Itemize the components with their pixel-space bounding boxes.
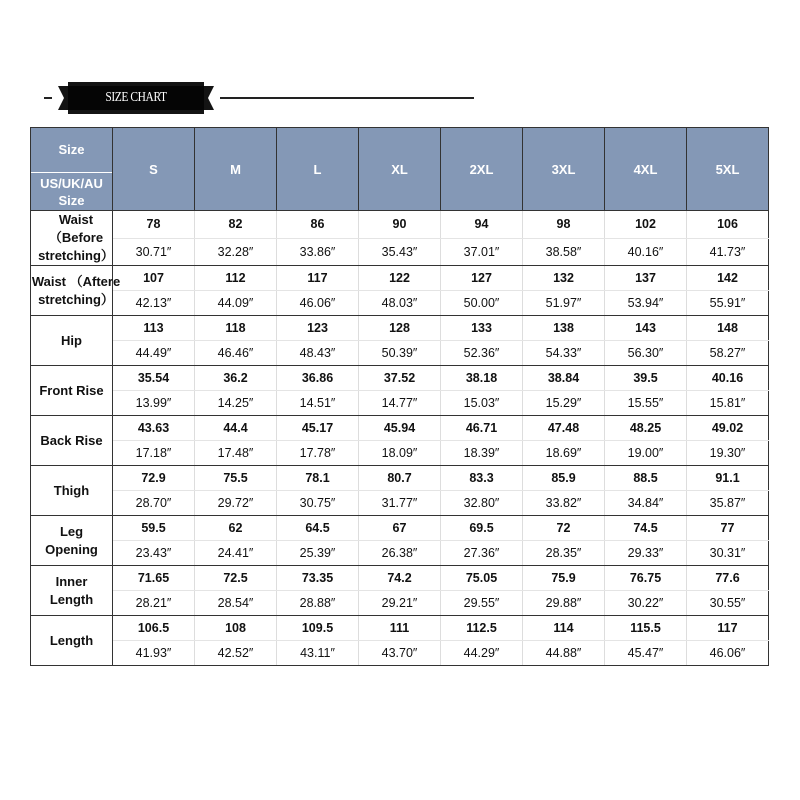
corner-region-label xyxy=(31,173,112,210)
row-label-text: Leg Opening xyxy=(45,523,98,557)
cm-value-cell: 108 xyxy=(195,616,277,641)
measurement-row-inner-length-inch xyxy=(31,591,769,616)
cm-value-cell: 111 xyxy=(359,616,441,641)
cm-value-cell: 47.48 xyxy=(523,416,605,441)
inch-value-cell: 30.31″ xyxy=(687,541,769,566)
cm-value-cell: 72.9 xyxy=(113,466,195,491)
inch-value-cell: 17.18″ xyxy=(113,441,195,466)
row-label-leg-opening xyxy=(31,516,113,566)
inch-value-cell: 46.06″ xyxy=(687,641,769,666)
cm-value-cell: 117 xyxy=(687,616,769,641)
cm-value-cell: 59.5 xyxy=(113,516,195,541)
cm-value-cell: 102 xyxy=(605,211,687,239)
inch-value-cell: 28.54″ xyxy=(195,591,277,616)
inch-value-cell: 30.22″ xyxy=(605,591,687,616)
row-label-text: Length xyxy=(49,632,94,648)
measurement-row-inner-length xyxy=(31,566,769,591)
measurement-row-waist-after-inch xyxy=(31,291,769,316)
size-header-l: L xyxy=(277,128,359,211)
cm-value-cell: 67 xyxy=(359,516,441,541)
inch-value-cell: 14.51″ xyxy=(277,391,359,416)
cm-value-cell: 48.25 xyxy=(605,416,687,441)
inch-value-cell: 18.69″ xyxy=(523,441,605,466)
header-row xyxy=(31,128,769,211)
size-header-3xl: 3XL xyxy=(523,128,605,211)
inch-value-cell: 35.43″ xyxy=(359,238,441,266)
inch-value-cell: 32.80″ xyxy=(441,491,523,516)
inch-value-cell: 27.36″ xyxy=(441,541,523,566)
inch-value-cell: 43.11″ xyxy=(277,641,359,666)
measurement-row-waist-after xyxy=(31,266,769,291)
inch-value-cell: 23.43″ xyxy=(113,541,195,566)
measurement-row-leg-opening-inch xyxy=(31,541,769,566)
row-label-text: Front Rise xyxy=(39,382,104,398)
inch-value-cell: 44.29″ xyxy=(441,641,523,666)
cm-value-cell: 133 xyxy=(441,316,523,341)
cm-value-cell: 37.52 xyxy=(359,366,441,391)
inch-value-cell: 50.39″ xyxy=(359,341,441,366)
cm-value-cell: 35.54 xyxy=(113,366,195,391)
cm-value-cell: 143 xyxy=(605,316,687,341)
measurement-row-length xyxy=(31,616,769,641)
inch-value-cell: 45.47″ xyxy=(605,641,687,666)
banner-title: SIZE CHART xyxy=(105,90,167,105)
row-label-text: Inner Length xyxy=(49,573,94,607)
cm-value-cell: 77.6 xyxy=(687,566,769,591)
size-header-2xl: 2XL xyxy=(441,128,523,211)
cm-value-cell: 78 xyxy=(113,211,195,239)
cm-value-cell: 117 xyxy=(277,266,359,291)
inch-value-cell: 29.88″ xyxy=(523,591,605,616)
inch-value-cell: 41.73″ xyxy=(687,238,769,266)
corner-cell xyxy=(31,128,113,211)
row-label-waist-after xyxy=(31,266,121,316)
banner-ribbon xyxy=(58,82,214,114)
cm-value-cell: 46.71 xyxy=(441,416,523,441)
cm-value-cell: 148 xyxy=(687,316,769,341)
inch-value-cell: 53.94″ xyxy=(605,291,687,316)
inch-value-cell: 19.30″ xyxy=(687,441,769,466)
inch-value-cell: 44.49″ xyxy=(113,341,195,366)
inch-value-cell: 35.87″ xyxy=(687,491,769,516)
cm-value-cell: 122 xyxy=(359,266,441,291)
inch-value-cell: 56.30″ xyxy=(605,341,687,366)
measurement-row-front-rise-inch xyxy=(31,391,769,416)
row-label-waist-before xyxy=(31,211,113,266)
cm-value-cell: 64.5 xyxy=(277,516,359,541)
size-chart-banner xyxy=(44,82,484,114)
size-header-s: S xyxy=(113,128,195,211)
inch-value-cell: 28.88″ xyxy=(277,591,359,616)
cm-value-cell: 72 xyxy=(523,516,605,541)
cm-value-cell: 118 xyxy=(195,316,277,341)
inch-value-cell: 28.70″ xyxy=(113,491,195,516)
row-label-back-rise xyxy=(31,416,113,466)
cm-value-cell: 132 xyxy=(523,266,605,291)
cm-value-cell: 107 xyxy=(113,266,195,291)
inch-value-cell: 48.43″ xyxy=(277,341,359,366)
banner-dash xyxy=(44,97,52,99)
cm-value-cell: 137 xyxy=(605,266,687,291)
inch-value-cell: 19.00″ xyxy=(605,441,687,466)
inch-value-cell: 29.55″ xyxy=(441,591,523,616)
inch-value-cell: 13.99″ xyxy=(113,391,195,416)
size-header-xl: XL xyxy=(359,128,441,211)
cm-value-cell: 83.3 xyxy=(441,466,523,491)
inch-value-cell: 46.46″ xyxy=(195,341,277,366)
inch-value-cell: 44.09″ xyxy=(195,291,277,316)
inch-value-cell: 15.29″ xyxy=(523,391,605,416)
inch-value-cell: 15.03″ xyxy=(441,391,523,416)
cm-value-cell: 78.1 xyxy=(277,466,359,491)
cm-value-cell: 45.17 xyxy=(277,416,359,441)
cm-value-cell: 72.5 xyxy=(195,566,277,591)
inch-value-cell: 31.77″ xyxy=(359,491,441,516)
inch-value-cell: 29.33″ xyxy=(605,541,687,566)
row-label-front-rise xyxy=(31,366,113,416)
corner-region-text: US/UK/AU Size xyxy=(40,175,103,208)
cm-value-cell: 43.63 xyxy=(113,416,195,441)
cm-value-cell: 74.2 xyxy=(359,566,441,591)
measurement-row-waist-before xyxy=(31,211,769,239)
inch-value-cell: 51.97″ xyxy=(523,291,605,316)
cm-value-cell: 85.9 xyxy=(523,466,605,491)
size-table xyxy=(30,127,769,666)
row-label-text: Hip xyxy=(61,332,82,348)
cm-value-cell: 40.16 xyxy=(687,366,769,391)
cm-value-cell: 71.65 xyxy=(113,566,195,591)
inch-value-cell: 33.82″ xyxy=(523,491,605,516)
inch-value-cell: 37.01″ xyxy=(441,238,523,266)
cm-value-cell: 80.7 xyxy=(359,466,441,491)
row-label-hip xyxy=(31,316,113,366)
row-label-thigh xyxy=(31,466,113,516)
inch-value-cell: 25.39″ xyxy=(277,541,359,566)
cm-value-cell: 115.5 xyxy=(605,616,687,641)
cm-value-cell: 112.5 xyxy=(441,616,523,641)
cm-value-cell: 39.5 xyxy=(605,366,687,391)
inch-value-cell: 28.35″ xyxy=(523,541,605,566)
inch-value-cell: 18.09″ xyxy=(359,441,441,466)
cm-value-cell: 90 xyxy=(359,211,441,239)
inch-value-cell: 41.93″ xyxy=(113,641,195,666)
size-header-m: M xyxy=(195,128,277,211)
inch-value-cell: 42.13″ xyxy=(113,291,195,316)
inch-value-cell: 48.03″ xyxy=(359,291,441,316)
cm-value-cell: 91.1 xyxy=(687,466,769,491)
row-label-text: Back Rise xyxy=(40,432,103,448)
cm-value-cell: 75.05 xyxy=(441,566,523,591)
cm-value-cell: 44.4 xyxy=(195,416,277,441)
cm-value-cell: 75.9 xyxy=(523,566,605,591)
inch-value-cell: 50.00″ xyxy=(441,291,523,316)
size-table-body xyxy=(31,128,769,666)
inch-value-cell: 30.71″ xyxy=(113,238,195,266)
cm-value-cell: 128 xyxy=(359,316,441,341)
inch-value-cell: 29.21″ xyxy=(359,591,441,616)
cm-value-cell: 82 xyxy=(195,211,277,239)
cm-value-cell: 112 xyxy=(195,266,277,291)
inch-value-cell: 34.84″ xyxy=(605,491,687,516)
inch-value-cell: 55.91″ xyxy=(687,291,769,316)
inch-value-cell: 54.33″ xyxy=(523,341,605,366)
cm-value-cell: 86 xyxy=(277,211,359,239)
size-header-4xl: 4XL xyxy=(605,128,687,211)
inch-value-cell: 46.06″ xyxy=(277,291,359,316)
cm-value-cell: 98 xyxy=(523,211,605,239)
cm-value-cell: 69.5 xyxy=(441,516,523,541)
inch-value-cell: 18.39″ xyxy=(441,441,523,466)
inch-value-cell: 15.55″ xyxy=(605,391,687,416)
inch-value-cell: 44.88″ xyxy=(523,641,605,666)
inch-value-cell: 24.41″ xyxy=(195,541,277,566)
size-header-5xl: 5XL xyxy=(687,128,769,211)
cm-value-cell: 75.5 xyxy=(195,466,277,491)
inch-value-cell: 17.48″ xyxy=(195,441,277,466)
inch-value-cell: 29.72″ xyxy=(195,491,277,516)
cm-value-cell: 94 xyxy=(441,211,523,239)
cm-value-cell: 62 xyxy=(195,516,277,541)
cm-value-cell: 106 xyxy=(687,211,769,239)
row-label-text: Waist （Before stretching） xyxy=(38,212,114,263)
inch-value-cell: 52.36″ xyxy=(441,341,523,366)
cm-value-cell: 88.5 xyxy=(605,466,687,491)
inch-value-cell: 28.21″ xyxy=(113,591,195,616)
inch-value-cell: 30.75″ xyxy=(277,491,359,516)
measurement-row-back-rise-inch xyxy=(31,441,769,466)
cm-value-cell: 36.86 xyxy=(277,366,359,391)
cm-value-cell: 142 xyxy=(687,266,769,291)
cm-value-cell: 109.5 xyxy=(277,616,359,641)
banner-rule xyxy=(220,97,474,99)
inch-value-cell: 42.52″ xyxy=(195,641,277,666)
measurement-row-hip-inch xyxy=(31,341,769,366)
inch-value-cell: 26.38″ xyxy=(359,541,441,566)
measurement-row-waist-before-inch xyxy=(31,238,769,266)
cm-value-cell: 127 xyxy=(441,266,523,291)
corner-size-label: Size xyxy=(31,128,112,173)
cm-value-cell: 73.35 xyxy=(277,566,359,591)
inch-value-cell: 32.28″ xyxy=(195,238,277,266)
measurement-row-length-inch xyxy=(31,641,769,666)
cm-value-cell: 49.02 xyxy=(687,416,769,441)
cm-value-cell: 76.75 xyxy=(605,566,687,591)
inch-value-cell: 17.78″ xyxy=(277,441,359,466)
cm-value-cell: 38.84 xyxy=(523,366,605,391)
inch-value-cell: 15.81″ xyxy=(687,391,769,416)
cm-value-cell: 77 xyxy=(687,516,769,541)
inch-value-cell: 43.70″ xyxy=(359,641,441,666)
row-label-text: Waist （Aftere stretching） xyxy=(31,273,121,307)
cm-value-cell: 36.2 xyxy=(195,366,277,391)
cm-value-cell: 113 xyxy=(113,316,195,341)
inch-value-cell: 14.25″ xyxy=(195,391,277,416)
inch-value-cell: 14.77″ xyxy=(359,391,441,416)
row-label-text: Thigh xyxy=(53,482,90,498)
measurement-row-leg-opening xyxy=(31,516,769,541)
inch-value-cell: 33.86″ xyxy=(277,238,359,266)
cm-value-cell: 114 xyxy=(523,616,605,641)
measurement-row-thigh xyxy=(31,466,769,491)
inch-value-cell: 40.16″ xyxy=(605,238,687,266)
measurement-row-thigh-inch xyxy=(31,491,769,516)
cm-value-cell: 74.5 xyxy=(605,516,687,541)
measurement-row-front-rise xyxy=(31,366,769,391)
measurement-row-back-rise xyxy=(31,416,769,441)
inch-value-cell: 38.58″ xyxy=(523,238,605,266)
cm-value-cell: 123 xyxy=(277,316,359,341)
cm-value-cell: 45.94 xyxy=(359,416,441,441)
inch-value-cell: 30.55″ xyxy=(687,591,769,616)
cm-value-cell: 138 xyxy=(523,316,605,341)
inch-value-cell: 58.27″ xyxy=(687,341,769,366)
measurement-row-hip xyxy=(31,316,769,341)
row-label-length xyxy=(31,616,113,666)
cm-value-cell: 106.5 xyxy=(113,616,195,641)
cm-value-cell: 38.18 xyxy=(441,366,523,391)
row-label-inner-length xyxy=(31,566,113,616)
